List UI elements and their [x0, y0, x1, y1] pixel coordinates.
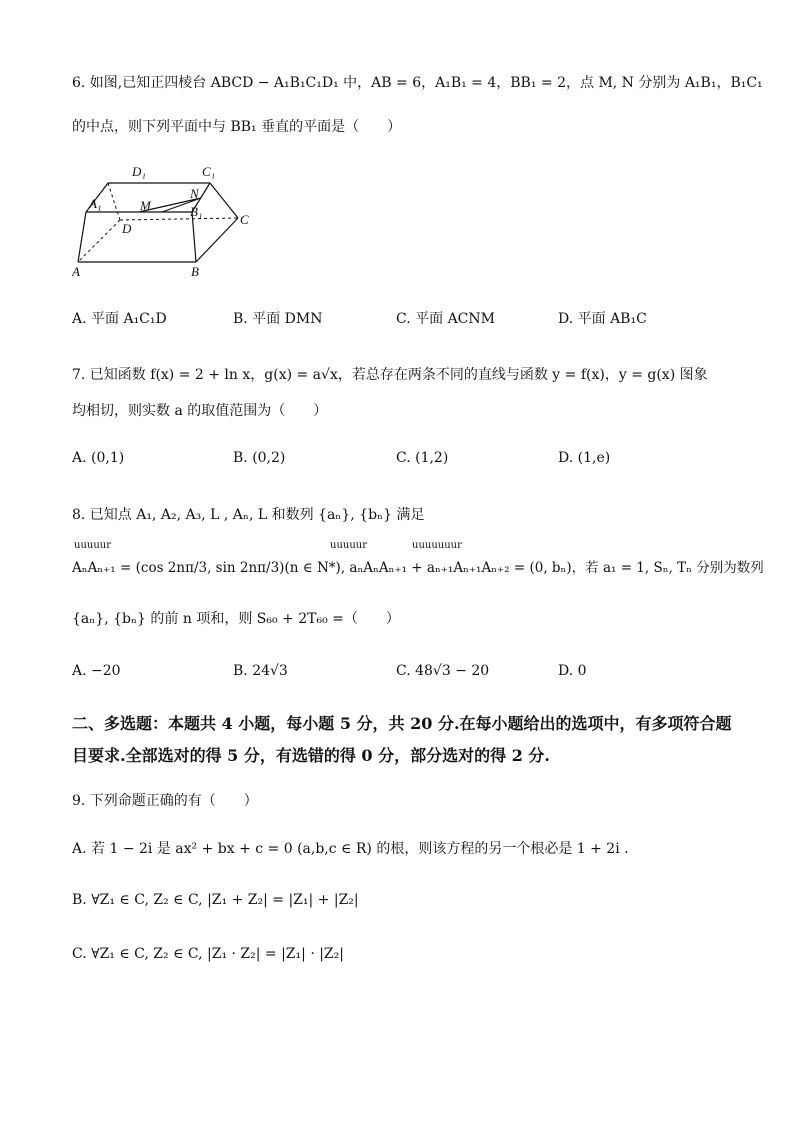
edge-C1C: [210, 183, 238, 218]
q7-stem-line1: 7. 已知函数 f(x) = 2 + ln x，g(x) = a√x，若总存在两条不同的直线与函数 y = f(x)，y = g(x) 图象: [72, 367, 708, 383]
q8-option-b[interactable]: B. 24√3: [233, 663, 288, 679]
q8-vector-arrow-1: uuuuur: [74, 540, 111, 551]
label-A: A: [72, 264, 80, 279]
q6-stem-line1: 6. 如图,已知正四棱台 ABCD − A₁B₁C₁D₁ 中，AB = 6，A₁B₁ = 4，BB₁ = 2，点 M, N 分别为 A₁B₁，B₁C₁: [72, 75, 763, 91]
section-2-heading: 二、多选题：本题共 4 小题，每小题 5 分，共 20 分.在每小题给出的选项中，有多项符合题目要求.全部选对的得 5 分，有选错的得 0 分，部分选对的得 2 分.: [72, 714, 732, 765]
label-D: D: [122, 221, 132, 236]
q9-option-b[interactable]: B. ∀Z₁ ∈ C, Z₂ ∈ C, |Z₁ + Z₂| = |Z₁| + |Z₂|: [72, 892, 359, 908]
q8-stem-line2: AₙAₙ₊₁ = (cos 2nπ/3, sin 2nπ/3)(n ∈ N*), aₙAₙAₙ₊₁ + aₙ₊₁Aₙ₊₁Aₙ₊₂ = (0, bₙ)，若 a₁ = 1, Sₙ, Tₙ 分别为数列: [72, 560, 764, 576]
q8-option-c[interactable]: C. 48√3 − 20: [396, 663, 490, 679]
label-C1: C₁: [202, 164, 216, 179]
label-D1: D₁: [132, 164, 146, 179]
edge-D1D-hidden: [108, 183, 120, 220]
label-B: B: [191, 264, 199, 279]
q9-stem: 9. 下列命题正确的有（ ）: [72, 793, 258, 809]
label-C: C: [240, 212, 249, 227]
label-A1: A₁: [89, 196, 102, 211]
q6-stem-line2: 的中点，则下列平面中与 BB₁ 垂直的平面是（ ）: [72, 119, 402, 135]
q6-option-b[interactable]: B. 平面 DMN: [233, 311, 323, 327]
q7-option-d[interactable]: D. (1,e): [558, 450, 611, 466]
frustum-figure: [72, 158, 272, 283]
edge-B1B: [192, 212, 196, 262]
q7-option-c[interactable]: C. (1,2): [396, 450, 449, 466]
q7-option-a[interactable]: A. (0,1): [72, 450, 125, 466]
edge-BC: [196, 218, 238, 262]
q8-stem-line1: 8. 已知点 A₁, A₂, A₃, L , Aₙ, L 和数列 {aₙ}, {bₙ} 满足: [72, 507, 425, 523]
label-B1: B₁: [190, 204, 203, 219]
label-N: N: [190, 186, 199, 201]
q8-option-d[interactable]: D. 0: [558, 663, 587, 679]
q6-option-d[interactable]: D. 平面 AB₁C: [558, 311, 647, 327]
q6-option-c[interactable]: C. 平面 ACNM: [396, 311, 495, 327]
q8-vector-arrow-3: uuuuuuur: [412, 540, 462, 551]
q7-option-b[interactable]: B. (0,2): [233, 450, 286, 466]
edge-DC-hidden: [120, 218, 238, 220]
q9-option-a[interactable]: A. 若 1 − 2i 是 ax² + bx + c = 0 (a,b,c ∈ R) 的根，则该方程的另一个根必是 1 + 2i .: [72, 841, 629, 857]
q6-option-a[interactable]: A. 平面 A₁C₁D: [72, 311, 167, 327]
q8-vector-arrow-2: uuuuur: [330, 540, 367, 551]
q8-stem-line3: {aₙ}, {bₙ} 的前 n 项和，则 S₆₀ + 2T₆₀ =（ ）: [72, 611, 400, 627]
q8-option-a[interactable]: A. −20: [72, 663, 121, 679]
label-M: M: [140, 198, 151, 213]
q9-option-c[interactable]: C. ∀Z₁ ∈ C, Z₂ ∈ C, |Z₁ · Z₂| = |Z₁| · |Z₂|: [72, 946, 344, 962]
q7-stem-line2: 均相切，则实数 a 的取值范围为（ ）: [72, 403, 328, 419]
